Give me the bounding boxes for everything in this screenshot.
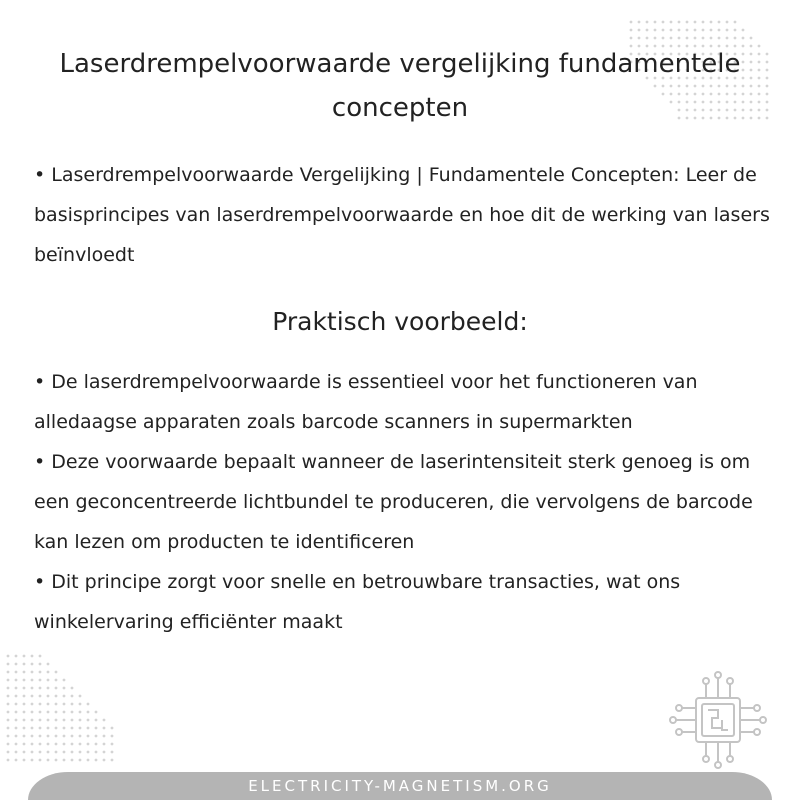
- circuit-chip-icon: [668, 670, 768, 770]
- list-item: • De laserdrempelvoorwaarde is essentieel voor het functioneren van alledaagse apparaten zoals barcode scanners in supermarkten: [34, 371, 698, 433]
- section-heading: Praktisch voorbeeld:: [272, 307, 528, 336]
- list-item: • Deze voorwaarde bepaalt wanneer de laserintensiteit sterk genoeg is om een geconcentreerde lichtbundel te produceren, die vervolgens de barcode kan lezen om producten te identificeren: [34, 451, 753, 553]
- list-item: • Dit principe zorgt voor snelle en betrouwbare transacties, wat ons winkelervaring efficiënter maakt: [34, 571, 681, 633]
- site-name: ELECTRICITY-MAGNETISM.ORG: [248, 777, 552, 795]
- dot-pattern-bottom-left: [4, 652, 124, 772]
- footer-bar: [28, 772, 772, 800]
- bullet-list: [34, 362, 774, 642]
- intro-text: • Laserdrempelvoorwaarde Vergelijking | Fundamentele Concepten: Leer de basisprincipes van laserdrempelvoorwaarde en hoe dit de werking van lasers beïnvloedt: [34, 164, 770, 266]
- intro-paragraph: [34, 155, 774, 275]
- page-title: Laserdrempelvoorwaarde vergelijking fundamentele concepten: [59, 49, 741, 123]
